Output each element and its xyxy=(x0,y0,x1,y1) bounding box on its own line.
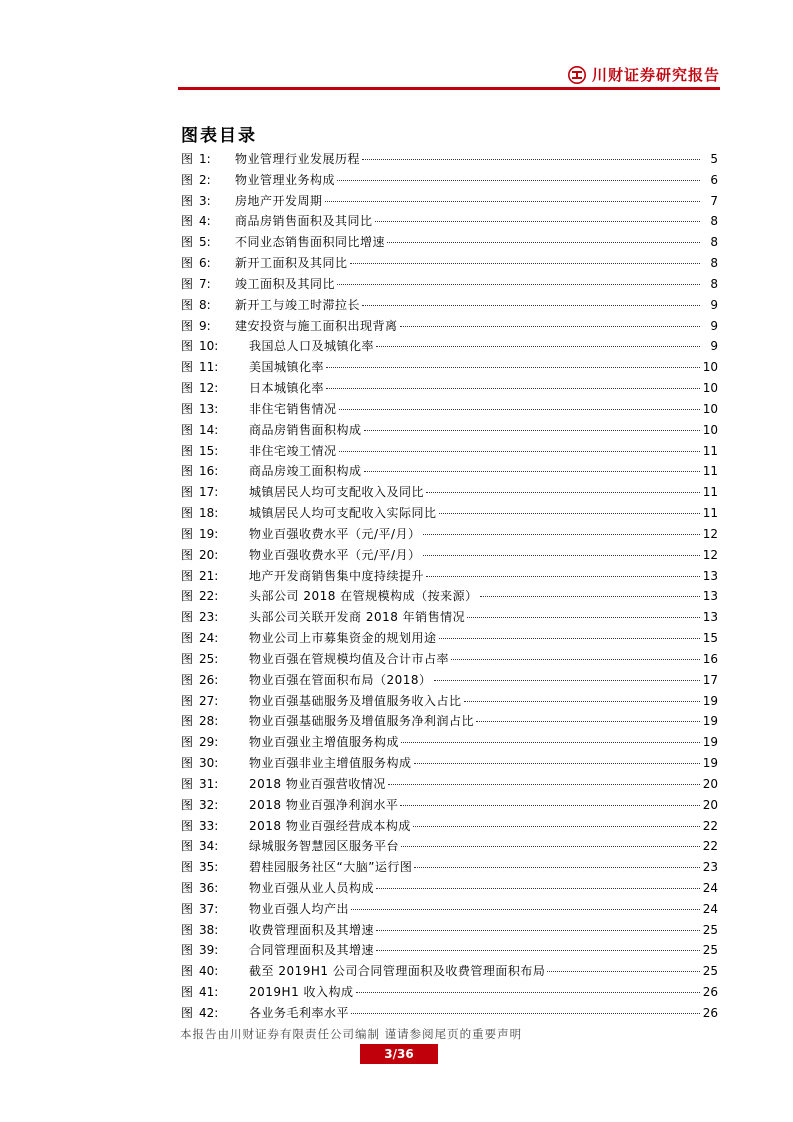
toc-entry[interactable] xyxy=(181,940,718,961)
toc-entry-title: 物业百强业主增值服务构成 xyxy=(249,735,400,750)
toc-entry-title: 竣工面积及其同比 xyxy=(235,276,336,291)
toc-entry-label: 图 xyxy=(181,1005,194,1020)
toc-entry-label: 图 xyxy=(181,485,194,500)
toc-entry-number: 25: xyxy=(199,651,219,666)
toc-entry-title: 2018 物业百强净利润水平 xyxy=(249,797,399,812)
toc-entry-label: 图 xyxy=(181,360,194,375)
toc-entry-label: 图 xyxy=(181,276,194,291)
toc-entry[interactable] xyxy=(181,753,718,774)
toc-entry-number: 38: xyxy=(199,922,219,937)
toc-entry[interactable] xyxy=(181,920,718,941)
toc-entry-number: 30: xyxy=(199,756,219,771)
toc-entry[interactable] xyxy=(181,378,718,399)
toc-entry-page: 19 xyxy=(702,735,718,750)
toc-entry-leader xyxy=(413,816,700,827)
toc-entry-title: 收费管理面积及其增速 xyxy=(249,922,375,937)
toc-entry-label: 图 xyxy=(181,901,194,916)
toc-entry-leader xyxy=(414,857,700,868)
toc-entry-number: 39: xyxy=(199,943,219,958)
toc-entry-page: 20 xyxy=(702,776,718,791)
toc-entry-label: 图 xyxy=(181,443,194,458)
toc-entry[interactable] xyxy=(181,732,718,753)
toc-entry-title: 物业百强收费水平（元/平/月） xyxy=(249,526,421,541)
toc-entry-title: 物业公司上市募集资金的规划用途 xyxy=(249,631,437,646)
toc-entry[interactable] xyxy=(181,982,718,1003)
toc-entry-title: 我国总人口及城镇化率 xyxy=(249,339,375,354)
toc-entry-leader xyxy=(451,649,700,660)
toc-entry-number: 34: xyxy=(199,839,219,854)
toc-entry[interactable] xyxy=(181,482,718,503)
toc-entry-page: 13 xyxy=(702,589,718,604)
toc-entry-leader xyxy=(376,940,700,951)
toc-entry-number: 22: xyxy=(199,589,219,604)
header-divider xyxy=(178,87,720,90)
toc-entry-number: 5: xyxy=(199,235,211,250)
toc-entry-number: 37: xyxy=(199,901,219,916)
toc-entry-title: 物业百强在管面积布局（2018） xyxy=(249,672,432,687)
toc-entry-leader xyxy=(467,607,700,618)
toc-entry-label: 图 xyxy=(181,193,194,208)
toc-entry-title: 2018 物业百强营收情况 xyxy=(249,776,386,791)
toc-entry-title: 物业百强从业人员构成 xyxy=(249,880,375,895)
toc-entry-label: 图 xyxy=(181,922,194,937)
toc-entry[interactable] xyxy=(181,316,718,337)
toc-entry-page: 9 xyxy=(710,339,718,354)
toc-entry-label: 图 xyxy=(181,152,194,166)
toc-entry-number: 1: xyxy=(199,152,211,166)
toc-entry-title: 物业百强基础服务及增值服务收入占比 xyxy=(249,693,462,708)
toc-entry[interactable] xyxy=(181,586,718,607)
toc-entry-label: 图 xyxy=(181,381,194,396)
toc-entry[interactable] xyxy=(181,816,718,837)
toc-entry-number: 27: xyxy=(199,693,219,708)
toc-entry-leader xyxy=(356,982,700,993)
toc-entry-page: 11 xyxy=(702,464,718,479)
toc-entry-number: 6: xyxy=(199,256,211,271)
toc-entry-title: 商品房销售面积构成 xyxy=(249,422,362,437)
toc-entry[interactable] xyxy=(181,649,718,670)
brand xyxy=(568,64,720,85)
toc-entry-page: 8 xyxy=(710,256,718,271)
toc-entry-label: 图 xyxy=(181,839,194,854)
toc-entry-page: 22 xyxy=(702,839,718,854)
toc-entry-page: 11 xyxy=(702,443,718,458)
toc-entry-number: 32: xyxy=(199,797,219,812)
toc-entry-label: 图 xyxy=(181,339,194,354)
toc-entry[interactable] xyxy=(181,232,718,253)
toc-entry-leader xyxy=(350,253,700,264)
toc-entry-title: 城镇居民人均可支配收入及同比 xyxy=(249,485,425,500)
chuancai-logo-icon xyxy=(568,66,586,84)
toc-entry-title: 商品房竣工面积构成 xyxy=(249,464,362,479)
toc-entry-number: 8: xyxy=(199,297,211,312)
toc-entry-leader xyxy=(464,691,700,702)
page-title: 图表目录 xyxy=(181,126,257,146)
toc-entry-title: 日本城镇化率 xyxy=(249,381,325,396)
toc-entry-number: 23: xyxy=(199,610,219,625)
toc-entry-page: 6 xyxy=(710,172,718,187)
toc-entry-number: 33: xyxy=(199,818,219,833)
toc-entry-page: 19 xyxy=(702,693,718,708)
toc-entry-label: 图 xyxy=(181,735,194,750)
toc-entry-label: 图 xyxy=(181,964,194,979)
toc-entry-page: 13 xyxy=(702,568,718,583)
toc-entry-number: 3: xyxy=(199,193,211,208)
toc-entry-number: 13: xyxy=(199,401,219,416)
toc-entry[interactable] xyxy=(181,170,718,191)
toc-entry-number: 11: xyxy=(199,360,219,375)
toc-entry-title: 头部公司关联开发商 2018 年销售情况 xyxy=(249,610,466,625)
toc-entry-page: 10 xyxy=(702,401,718,416)
toc-entry-page: 26 xyxy=(702,1005,718,1020)
toc-entry-label: 图 xyxy=(181,506,194,521)
toc-entry-number: 7: xyxy=(199,276,211,291)
toc-entry-label: 图 xyxy=(181,860,194,875)
toc-entry[interactable] xyxy=(181,336,718,357)
toc-entry-page: 8 xyxy=(710,276,718,291)
toc-entry-title: 新开工与竣工时滞拉长 xyxy=(235,297,361,312)
toc-entry-leader xyxy=(325,191,700,202)
toc-entry-leader xyxy=(423,524,700,535)
toc-entry-number: 26: xyxy=(199,672,219,687)
toc-entry-page: 19 xyxy=(702,756,718,771)
toc-entry-page: 12 xyxy=(702,547,718,562)
toc-entry-leader xyxy=(339,399,700,410)
toc-entry-page: 24 xyxy=(702,880,718,895)
toc-entry-label: 图 xyxy=(181,714,194,729)
toc-entry-leader xyxy=(375,211,700,222)
toc-entry-leader xyxy=(339,441,700,452)
toc-entry-page: 16 xyxy=(702,651,718,666)
toc-entry[interactable] xyxy=(181,253,718,274)
toc-entry-title: 物业管理业务构成 xyxy=(235,172,336,187)
toc-entry-number: 17: xyxy=(199,485,219,500)
toc-entry-leader xyxy=(401,732,700,743)
toc-entry-page: 17 xyxy=(702,672,718,687)
toc-entry-title: 截至 2019H1 公司合同管理面积及收费管理面积布局 xyxy=(249,964,546,979)
toc-entry[interactable] xyxy=(181,607,718,628)
toc-entry-label: 图 xyxy=(181,756,194,771)
toc-entry-leader xyxy=(434,670,700,681)
toc-entry-leader xyxy=(547,961,700,972)
toc-entry-title: 房地产开发周期 xyxy=(235,193,323,208)
footer-disclaimer: 本报告由川财证券有限责任公司编制 谨请参阅尾页的重要声明 xyxy=(180,1027,523,1041)
toc-entry-leader xyxy=(401,836,700,847)
toc-entry-number: 9: xyxy=(199,318,211,333)
toc-entry-number: 21: xyxy=(199,568,219,583)
toc-entry-label: 图 xyxy=(181,422,194,437)
toc-entry[interactable] xyxy=(181,191,718,212)
toc-entry-page: 9 xyxy=(710,297,718,312)
toc-entry-leader xyxy=(388,774,700,785)
toc-entry-leader xyxy=(364,461,700,472)
toc-entry-label: 图 xyxy=(181,235,194,250)
toc-entry-label: 图 xyxy=(181,776,194,791)
toc-entry-title: 绿城服务智慧园区服务平台 xyxy=(249,839,400,854)
toc-entry-number: 28: xyxy=(199,714,219,729)
toc-entry[interactable] xyxy=(181,524,718,545)
toc-entry-leader xyxy=(364,420,700,431)
toc-entry-title: 物业百强在管规模均值及合计市占率 xyxy=(249,651,450,666)
toc-entry-page: 22 xyxy=(702,818,718,833)
toc-entry-title: 建安投资与施工面积出现背离 xyxy=(235,318,398,333)
toc-entry-title: 物业管理行业发展历程 xyxy=(235,152,361,166)
toc-entry-title: 2019H1 收入构成 xyxy=(249,985,354,1000)
toc-entry-page: 11 xyxy=(702,506,718,521)
toc-entry[interactable] xyxy=(181,545,718,566)
toc-entry-number: 35: xyxy=(199,860,219,875)
toc-entry-number: 40: xyxy=(199,964,219,979)
figure-list xyxy=(181,149,718,1024)
toc-entry-number: 15: xyxy=(199,443,219,458)
toc-entry-page: 12 xyxy=(702,526,718,541)
toc-entry[interactable] xyxy=(181,357,718,378)
toc-entry[interactable] xyxy=(181,961,718,982)
toc-entry-leader xyxy=(400,316,700,327)
toc-entry-leader xyxy=(362,149,700,160)
toc-entry[interactable] xyxy=(181,670,718,691)
toc-entry-label: 图 xyxy=(181,880,194,895)
toc-entry-leader xyxy=(439,503,700,514)
toc-entry-title: 不同业态销售面积同比增速 xyxy=(235,235,386,250)
toc-entry-page: 8 xyxy=(710,214,718,229)
toc-entry-label: 图 xyxy=(181,526,194,541)
toc-entry-number: 10: xyxy=(199,339,219,354)
toc-entry-label: 图 xyxy=(181,589,194,604)
toc-entry-leader xyxy=(376,336,700,347)
toc-entry[interactable] xyxy=(181,295,718,316)
toc-entry-number: 18: xyxy=(199,506,219,521)
toc-entry-title: 合同管理面积及其增速 xyxy=(249,943,375,958)
toc-entry-leader xyxy=(400,795,700,806)
toc-entry-page: 23 xyxy=(702,860,718,875)
toc-entry[interactable] xyxy=(181,857,718,878)
toc-entry-number: 42: xyxy=(199,1005,219,1020)
toc-entry-page: 19 xyxy=(702,714,718,729)
toc-entry-leader xyxy=(423,545,700,556)
toc-entry[interactable] xyxy=(181,503,718,524)
toc-entry-page: 25 xyxy=(702,964,718,979)
toc-entry-label: 图 xyxy=(181,401,194,416)
toc-entry-leader xyxy=(414,753,700,764)
toc-entry-title: 物业百强人均产出 xyxy=(249,901,350,916)
toc-entry-label: 图 xyxy=(181,943,194,958)
toc-entry-page: 10 xyxy=(702,422,718,437)
toc-entry-leader xyxy=(387,232,700,243)
toc-entry[interactable] xyxy=(181,711,718,732)
toc-entry-number: 31: xyxy=(199,776,219,791)
toc-entry-label: 图 xyxy=(181,547,194,562)
toc-entry[interactable] xyxy=(181,274,718,295)
toc-entry-leader xyxy=(476,711,700,722)
toc-entry-title: 物业百强基础服务及增值服务净利润占比 xyxy=(249,714,475,729)
toc-entry-label: 图 xyxy=(181,985,194,1000)
toc-entry-title: 2018 物业百强经营成本构成 xyxy=(249,818,411,833)
toc-entry[interactable] xyxy=(181,441,718,462)
toc-entry-leader xyxy=(351,1003,700,1014)
toc-entry[interactable] xyxy=(181,628,718,649)
toc-entry-label: 图 xyxy=(181,318,194,333)
toc-entry-leader xyxy=(439,628,700,639)
toc-entry-title: 非住宅销售情况 xyxy=(249,401,337,416)
toc-entry-number: 12: xyxy=(199,381,219,396)
toc-entry-label: 图 xyxy=(181,568,194,583)
toc-entry-page: 10 xyxy=(702,381,718,396)
toc-entry[interactable] xyxy=(181,878,718,899)
toc-entry-title: 物业百强非业主增值服务构成 xyxy=(249,756,412,771)
toc-entry-title: 新开工面积及其同比 xyxy=(235,256,348,271)
toc-entry[interactable] xyxy=(181,691,718,712)
toc-entry[interactable] xyxy=(181,1003,718,1024)
toc-entry-title: 头部公司 2018 在管规模构成（按来源） xyxy=(249,589,478,604)
toc-entry-page: 7 xyxy=(710,193,718,208)
brand-name: 川财证券研究报告 xyxy=(591,66,720,84)
toc-entry-label: 图 xyxy=(181,651,194,666)
toc-entry-number: 36: xyxy=(199,880,219,895)
toc-entry-label: 图 xyxy=(181,610,194,625)
toc-entry-number: 19: xyxy=(199,526,219,541)
toc-entry-page: 24 xyxy=(702,901,718,916)
toc-entry-leader xyxy=(326,378,700,389)
toc-entry-number: 4: xyxy=(199,214,211,229)
toc-entry-title: 碧桂园服务社区“大脑”运行图 xyxy=(249,860,413,875)
toc-entry-label: 图 xyxy=(181,631,194,646)
toc-entry-label: 图 xyxy=(181,297,194,312)
toc-entry-title: 各业务毛利率水平 xyxy=(249,1005,350,1020)
toc-entry-label: 图 xyxy=(181,214,194,229)
toc-entry-leader xyxy=(351,899,700,910)
toc-entry-label: 图 xyxy=(181,172,194,187)
toc-entry-leader xyxy=(337,274,700,285)
toc-entry-label: 图 xyxy=(181,797,194,812)
toc-entry[interactable] xyxy=(181,836,718,857)
toc-entry-title: 地产开发商销售集中度持续提升 xyxy=(249,568,425,583)
toc-entry[interactable] xyxy=(181,899,718,920)
toc-entry-title: 商品房销售面积及其同比 xyxy=(235,214,373,229)
toc-entry-label: 图 xyxy=(181,693,194,708)
toc-entry-page: 8 xyxy=(710,235,718,250)
toc-entry-page: 11 xyxy=(702,485,718,500)
toc-entry[interactable] xyxy=(181,149,718,170)
toc-entry-number: 20: xyxy=(199,547,219,562)
toc-entry-page: 13 xyxy=(702,610,718,625)
toc-entry-number: 14: xyxy=(199,422,219,437)
toc-entry-number: 29: xyxy=(199,735,219,750)
toc-entry-title: 非住宅竣工情况 xyxy=(249,443,337,458)
page-number: 3/36 xyxy=(360,1044,438,1064)
toc-entry-number: 2: xyxy=(199,172,211,187)
toc-entry-leader xyxy=(362,295,700,306)
toc-entry-number: 24: xyxy=(199,631,219,646)
page-header xyxy=(178,62,720,88)
toc-entry[interactable] xyxy=(181,399,718,420)
toc-entry[interactable] xyxy=(181,211,718,232)
toc-entry-title: 物业百强收费水平（元/平/月） xyxy=(249,547,421,562)
toc-entry[interactable] xyxy=(181,795,718,816)
toc-entry-leader xyxy=(326,357,700,368)
toc-entry-page: 25 xyxy=(702,943,718,958)
toc-entry[interactable] xyxy=(181,566,718,587)
toc-entry-number: 16: xyxy=(199,464,219,479)
toc-entry-leader xyxy=(376,920,700,931)
toc-entry-page: 15 xyxy=(702,631,718,646)
toc-entry-label: 图 xyxy=(181,818,194,833)
toc-entry[interactable] xyxy=(181,461,718,482)
toc-entry-label: 图 xyxy=(181,672,194,687)
toc-entry-label: 图 xyxy=(181,256,194,271)
toc-entry-page: 25 xyxy=(702,922,718,937)
toc-entry-leader xyxy=(480,586,700,597)
toc-entry-leader xyxy=(376,878,700,889)
toc-entry-page: 9 xyxy=(710,318,718,333)
toc-entry[interactable] xyxy=(181,420,718,441)
toc-entry-number: 41: xyxy=(199,985,219,1000)
toc-entry-page: 10 xyxy=(702,360,718,375)
toc-entry-page: 5 xyxy=(710,152,718,166)
toc-entry-leader xyxy=(337,170,700,181)
toc-entry-page: 20 xyxy=(702,797,718,812)
toc-entry[interactable] xyxy=(181,774,718,795)
toc-entry-page: 26 xyxy=(702,985,718,1000)
toc-entry-label: 图 xyxy=(181,464,194,479)
toc-entry-title: 城镇居民人均可支配收入实际同比 xyxy=(249,506,437,521)
toc-entry-leader xyxy=(426,566,700,577)
toc-entry-leader xyxy=(426,482,700,493)
toc-entry-title: 美国城镇化率 xyxy=(249,360,325,375)
